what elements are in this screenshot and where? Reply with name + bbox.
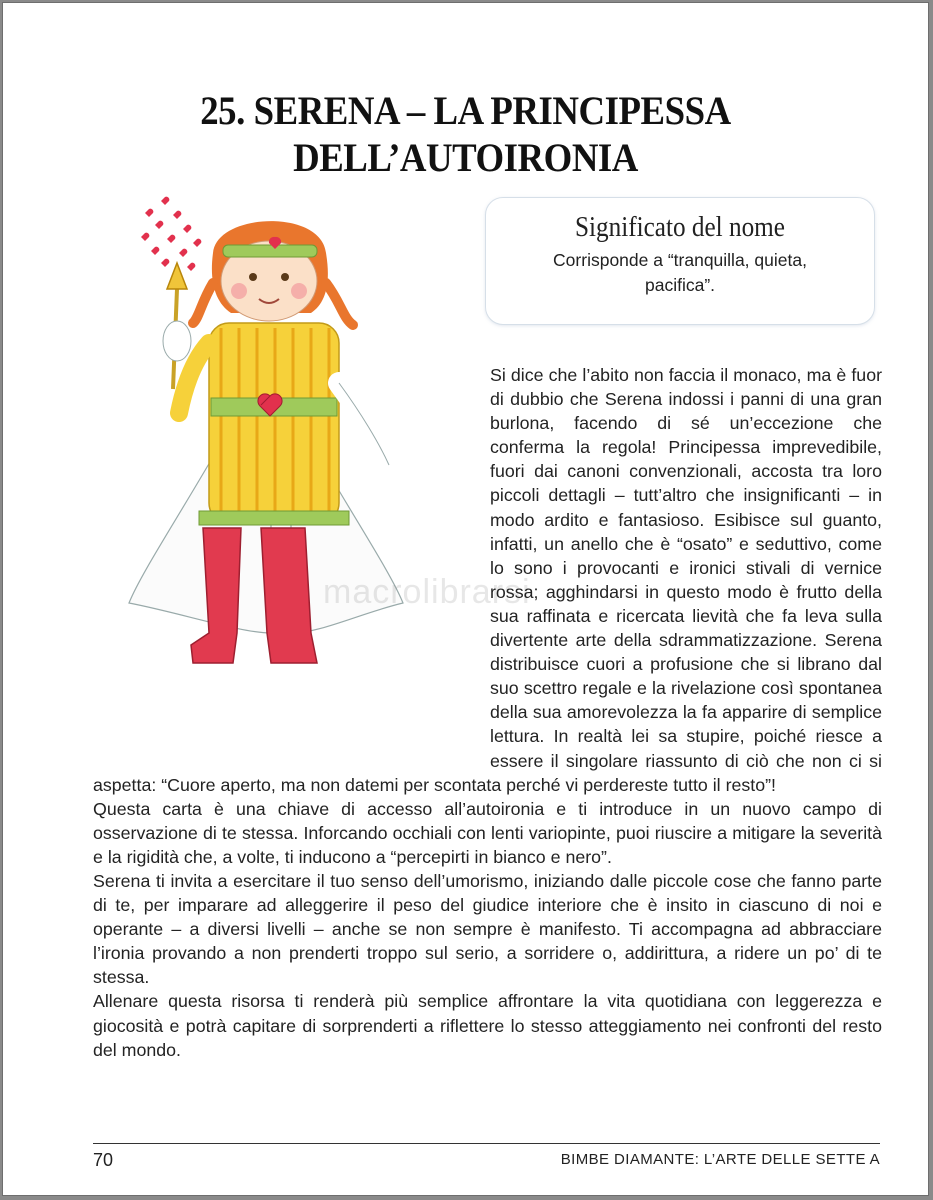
illustration-wrap-spacer [93,363,490,770]
body-paragraph: Serena ti invita a esercitare il tuo senso dell’umorismo, iniziando dalle piccole cose che fanno parte di te, per imparare ad alleggerire il peso del giudice interiore che è insito in ciascuno di noi e operante – a diversi livelli – anche se non sempre è manifesto. Ti accompagna ad abbracciare l’ironia provando a non prenderti troppo sul serio, a sorridere o, addirittura, a ridere un po’ di te stessa. [93,870,882,988]
body-paragraph: Questa carta è una chiave di accesso all’autoironia e ti introduce in un nuovo campo di osservazione di te stessa. Inforcando occhiali con lenti variopinte, puoi riuscire a mitigare la severità e la rigidità che, a volte, ti inducono a “percepirti in bianco e nero”. [93,798,882,867]
name-meaning-title: Significato del nome [575,212,785,243]
body-paragraph: Si dice che l’abito non faccia il monaco, ma è fuor di dubbio che Serena indossi i panni di una gran burlona, facendo di sé un’eccezione che conferma la regola! Principessa imprevedibile, fuori dai canoni convenzionali, accosta tra loro piccoli dettagli – tutt’altro che insignificanti – in modo ardito e fantasioso. Esibisce sul guanto, infatti, un anello che è “osato” e seduttivo, come lo sono i provocanti e ironici stivali di vernice rossa; agghindarsi in questo modo è frutto della sua raffinata e ricercata lievità che fa leva sulla divertente arte della sdrammatizzazione. Serena distribuisce cuori a profusione che si librano dal suo scettro regale e la rivelazione così spontanea della sua amorevolezza la fa apparire di semplice lettura. In realtà lei sa stupire, poiché riesce a essere il singolare riassunto di ciò che non ci si aspetta: “Cuore aperto, ma non datemi per scontata perché vi perdereste tutto il resto”! [93,365,882,795]
floating-hearts [141,197,201,271]
chapter-title: 25. SERENA – LA PRINCIPESSA DELL’AUTOIRONIA [200,88,731,180]
book-page [2,2,929,1196]
name-meaning-box [485,197,875,325]
page-number: 70 [93,1150,114,1170]
running-book-title: BIMBE DIAMANTE: L’ARTE DELLE SETTE A [560,1151,880,1168]
footer-rule [93,1143,880,1144]
chapter-body [93,363,882,1062]
watermark: macrolibrarsi [323,573,531,611]
body-paragraph: Allenare questa risorsa ti renderà più semplice affrontare la vita quotidiana con leggerezza e giocosità e potrà capitare di sorprenderti a riflettere lo stesso atteggiamento nei confronti del resto del mondo. [93,991,882,1060]
name-meaning-text: Corrisponde a “tranquilla, quieta, pacifica”. [553,250,807,295]
